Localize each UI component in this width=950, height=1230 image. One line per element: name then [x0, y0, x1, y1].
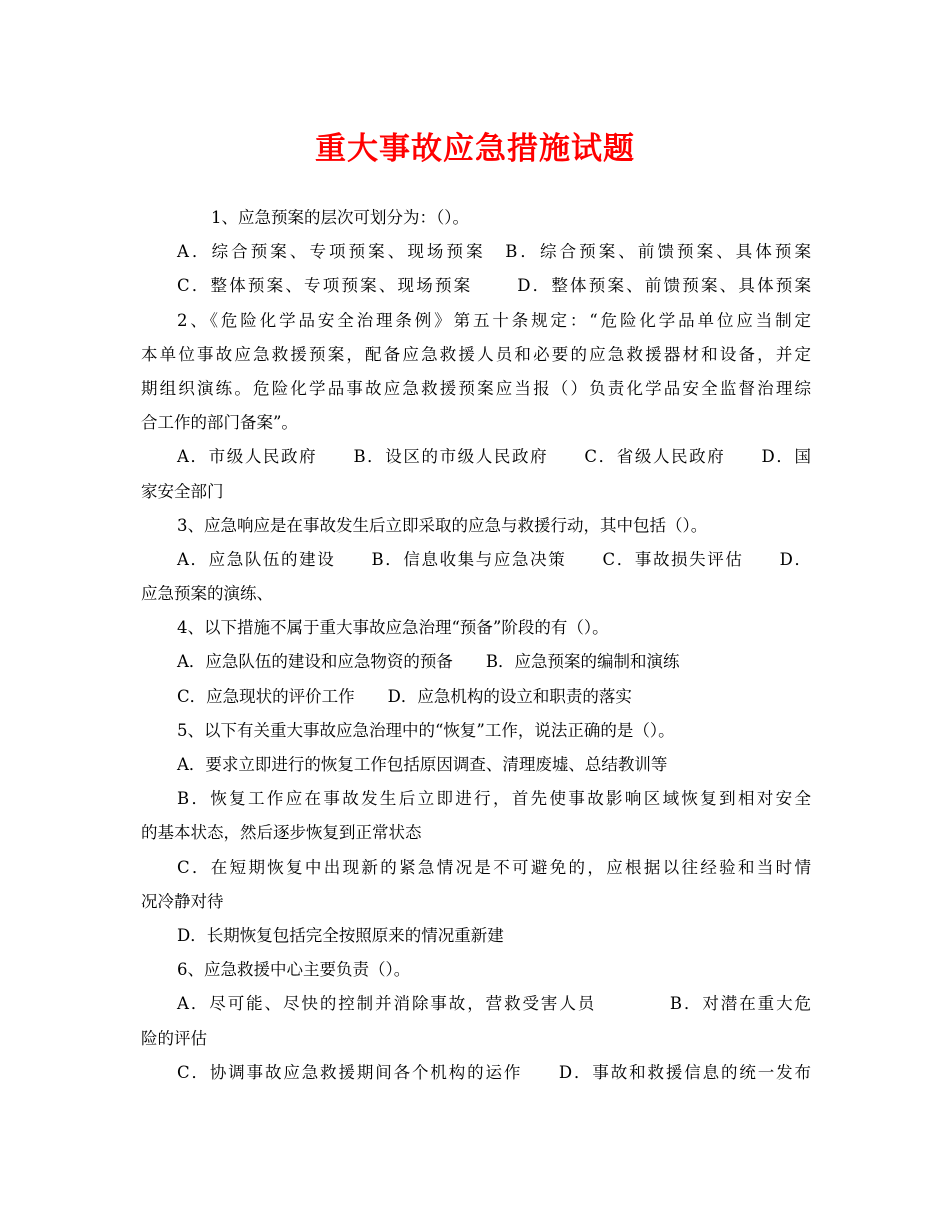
text-line: A．应急队伍的建设和应急物资的预备 B．应急预案的编制和演练: [177, 652, 680, 672]
text-line: 3、应急响应是在事故发生后立即采取的应急与救援行动，其中包括（）。: [177, 515, 708, 535]
text-line: 合工作的部门备案”。: [141, 413, 298, 433]
text-line: A．综合预案、专项预案、现场预案 B．综合预案、前馈预案、具体预案: [177, 242, 811, 262]
text-line: B．恢复工作应在事故发生后立即进行，首先使事故影响区域恢复到相对安全: [177, 789, 811, 809]
text-line: 应急预案的演练、: [141, 584, 273, 604]
text-line: A．要求立即进行的恢复工作包括原因调查、清理废墟、总结教训等: [177, 755, 668, 774]
text-line: C．协调事故应急救援期间各个机构的运作 D．事故和救援信息的统一发布: [177, 1062, 811, 1082]
document-body: [141, 201, 811, 1090]
text-line: 况冷静对待: [141, 891, 224, 911]
text-line: 2、《危险化学品安全治理条例》第五十条规定：“危险化学品单位应当制定: [177, 310, 811, 330]
text-line: 期组织演练。危险化学品事故应急救援预案应当报（）负责化学品安全监督治理综: [141, 378, 811, 398]
text-line: 5、以下有关重大事故应急治理中的“恢复”工作，说法正确的是（）。: [177, 720, 675, 740]
text-line: C．整体预案、专项预案、现场预案 D．整体预案、前馈预案、具体预案: [177, 276, 811, 296]
document-title: 重大事故应急措施试题: [315, 131, 635, 167]
text-line: 1、应急预案的层次可划分为：（）。: [211, 208, 469, 227]
text-line: C．在短期恢复中出现新的紧急情况是不可避免的，应根据以往经验和当时情: [177, 857, 811, 877]
text-line: D．长期恢复包括完全按照原来的情况重新建: [177, 925, 504, 945]
text-line: A．应急队伍的建设 B．信息收集与应急决策 C．事故损失评估 D．: [177, 549, 811, 569]
text-line: 险的评估: [141, 1028, 207, 1048]
text-line: 的基本状态，然后逐步恢复到正常状态: [141, 823, 422, 843]
text-line: A．尽可能、尽快的控制并消除事故，营救受害人员 B．对潜在重大危: [177, 994, 811, 1014]
text-line: C．应急现状的评价工作 D．应急机构的设立和职责的落实: [177, 686, 632, 706]
text-line: A．市级人民政府 B．设区的市级人民政府 C．省级人民政府 D．国: [177, 447, 811, 467]
text-line: 家安全部门: [141, 481, 224, 501]
text-line: 6、应急救援中心主要负责（）。: [177, 960, 411, 980]
text-line: 本单位事故应急救援预案，配备应急救援人员和必要的应急救援器材和设备，并定: [141, 344, 811, 364]
text-line: 4、以下措施不属于重大事故应急治理“预备”阶段的有（）。: [177, 618, 609, 638]
